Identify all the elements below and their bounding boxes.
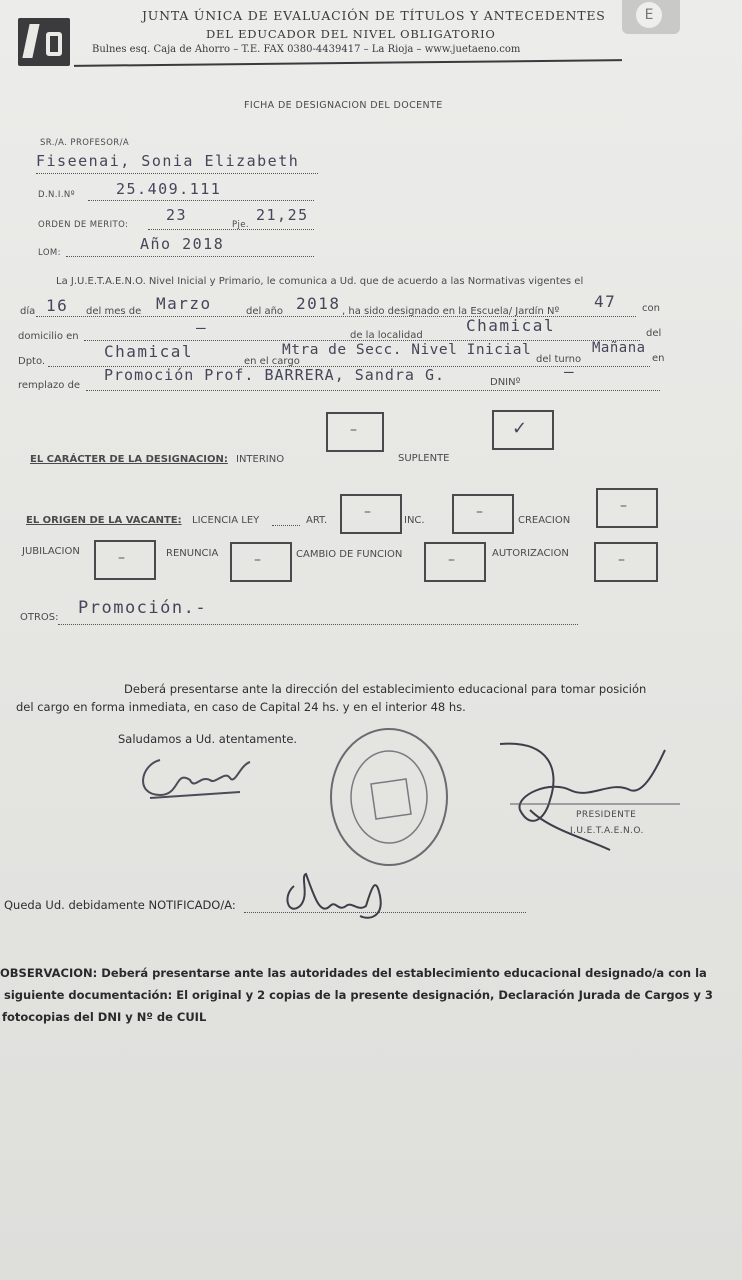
caracter-label: EL CARÁCTER DE LA DESIGNACION: [30, 454, 228, 465]
org-label: J.U.E.T.A.E.N.O. [570, 826, 644, 836]
art-label: ART. [306, 515, 328, 526]
cargo-value: Mtra de Secc. Nivel Inicial [282, 342, 532, 358]
profesor-value: Fiseenai, Sonia Elizabeth [36, 152, 300, 170]
juetaeno-logo [18, 18, 70, 66]
interino-label: INTERINO [236, 454, 285, 465]
autorizacion-box[interactable] [594, 542, 658, 582]
turno-value: Mañana [592, 340, 646, 356]
dni-value: 25.409.111 [116, 180, 222, 198]
cambio-mark: – [448, 552, 455, 568]
autorizacion-mark: – [618, 552, 625, 568]
reemplazo-label: remplazo de [18, 380, 81, 391]
orden-label: ORDEN DE MERITO: [38, 220, 129, 230]
escuela-value: 47 [594, 292, 617, 311]
otros-value: Promoción.- [78, 598, 208, 618]
art-mark: – [364, 504, 371, 520]
licencia-line [272, 525, 300, 526]
dpto-value: Chamical [104, 342, 194, 361]
official-seal [326, 724, 452, 870]
domicilio-line [84, 340, 640, 341]
signature-notificado [280, 866, 390, 932]
con-label: con [642, 303, 660, 314]
page-title: FICHA DE DESIGNACION DEL DOCENTE [244, 100, 443, 111]
observacion-line-1: OBSERVACION: Deberá presentarse ante las autoridades del establecimiento educacional designado/a con la [0, 966, 707, 980]
signature-right [490, 740, 690, 860]
header-rule [74, 59, 622, 67]
orden-value: 23 [166, 206, 188, 224]
dpto-label: Dpto. [18, 356, 46, 367]
saludo-text: Saludamos a Ud. atentamente. [118, 732, 298, 746]
pje-label: Pje. [232, 220, 250, 230]
mes-value: Marzo [156, 294, 212, 313]
creacion-box[interactable] [596, 488, 658, 528]
otros-line [58, 624, 578, 625]
orden-line [148, 229, 314, 230]
dia-value: 16 [46, 296, 69, 315]
creacion-mark: – [620, 498, 627, 514]
mes-label: del mes de [86, 306, 142, 317]
anio-value: 2018 [296, 294, 341, 313]
localidad-value: Chamical [466, 316, 556, 335]
corner-letter: E [636, 2, 662, 28]
domicilio-value: – [196, 318, 208, 337]
jubilacion-label: JUBILACION [22, 546, 80, 557]
en-label: en [652, 353, 665, 364]
suplente-box[interactable] [492, 410, 554, 450]
dia-label: día [20, 306, 36, 317]
origen-label: EL ORIGEN DE LA VACANTE: [26, 515, 182, 526]
reemplazo-value: Promoción Prof. BARRERA, Sandra G. [104, 366, 446, 384]
profesor-line [36, 173, 318, 174]
cambio-label: CAMBIO DE FUNCION [296, 549, 403, 560]
interino-box[interactable] [326, 412, 384, 452]
observacion-line-2: siguiente documentación: El original y 2 copias de la presente designación, Declaración Jurada de Cargos y 3 [4, 988, 713, 1002]
header-line-1: JUNTA ÚNICA DE EVALUACIÓN DE TÍTULOS Y ANTECEDENTES [142, 8, 606, 23]
otros-label: OTROS: [20, 612, 59, 623]
jubilacion-box[interactable] [94, 540, 156, 580]
signature-left [130, 750, 260, 810]
escuela-label: , ha sido designado en la Escuela/ Jardín Nº [342, 306, 560, 317]
profesor-label: SR./A. PROFESOR/A [40, 138, 130, 148]
presidente-label: PRESIDENTE [576, 810, 637, 820]
dnin-label: DNINº [490, 377, 521, 388]
lom-line [66, 256, 314, 257]
art-box[interactable] [340, 494, 402, 534]
lom-value: Año 2018 [140, 235, 225, 253]
inc-mark: – [476, 504, 483, 520]
creacion-label: CREACION [518, 515, 571, 526]
licencia-label: LICENCIA LEY [192, 515, 260, 526]
dni-label: D.N.I.Nº [38, 190, 76, 200]
suplente-label: SUPLENTE [398, 453, 450, 464]
instruction-line-1: Deberá presentarse ante la dirección del establecimiento educacional para tomar posición [124, 682, 647, 696]
renuncia-label: RENUNCIA [166, 548, 219, 559]
autorizacion-label: AUTORIZACION [492, 548, 569, 559]
dni-line [88, 200, 314, 201]
inc-label: INC. [404, 515, 425, 526]
anio-label: del año [246, 306, 284, 317]
del-label: del [646, 328, 662, 339]
jubilacion-mark: – [118, 550, 125, 566]
renuncia-box[interactable] [230, 542, 292, 582]
header-address: Bulnes esq. Caja de Ahorro – T.E. FAX 0380-4439417 – La Rioja – www.juetaeno.com [92, 44, 521, 55]
dnin-value: – [564, 362, 576, 381]
observacion-line-3: fotocopias del DNI y Nº de CUIL [2, 1010, 207, 1024]
intro-text: La J.U.E.T.A.E.N.O. Nivel Inicial y Primario, le comunica a Ud. que de acuerdo a las Normativas vigentes el [56, 276, 584, 287]
suplente-mark: ✓ [512, 418, 528, 439]
inc-box[interactable] [452, 494, 514, 534]
turno-label: del turno [536, 354, 582, 365]
reemplazo-line [86, 390, 660, 391]
cambio-box[interactable] [424, 542, 486, 582]
localidad-label: de la localidad [350, 330, 423, 341]
pje-value: 21,25 [256, 206, 309, 224]
cargo-label: en el cargo [244, 356, 300, 367]
instruction-line-2: del cargo en forma inmediata, en caso de Capital 24 hs. y en el interior 48 hs. [16, 700, 466, 714]
lom-label: LOM: [38, 248, 61, 258]
domicilio-label: domicilio en [18, 331, 79, 342]
renuncia-mark: – [254, 552, 261, 568]
notificado-label: Queda Ud. debidamente NOTIFICADO/A: [4, 898, 236, 912]
header-line-2: DEL EDUCADOR DEL NIVEL OBLIGATORIO [206, 27, 496, 41]
interino-mark: – [350, 422, 357, 438]
